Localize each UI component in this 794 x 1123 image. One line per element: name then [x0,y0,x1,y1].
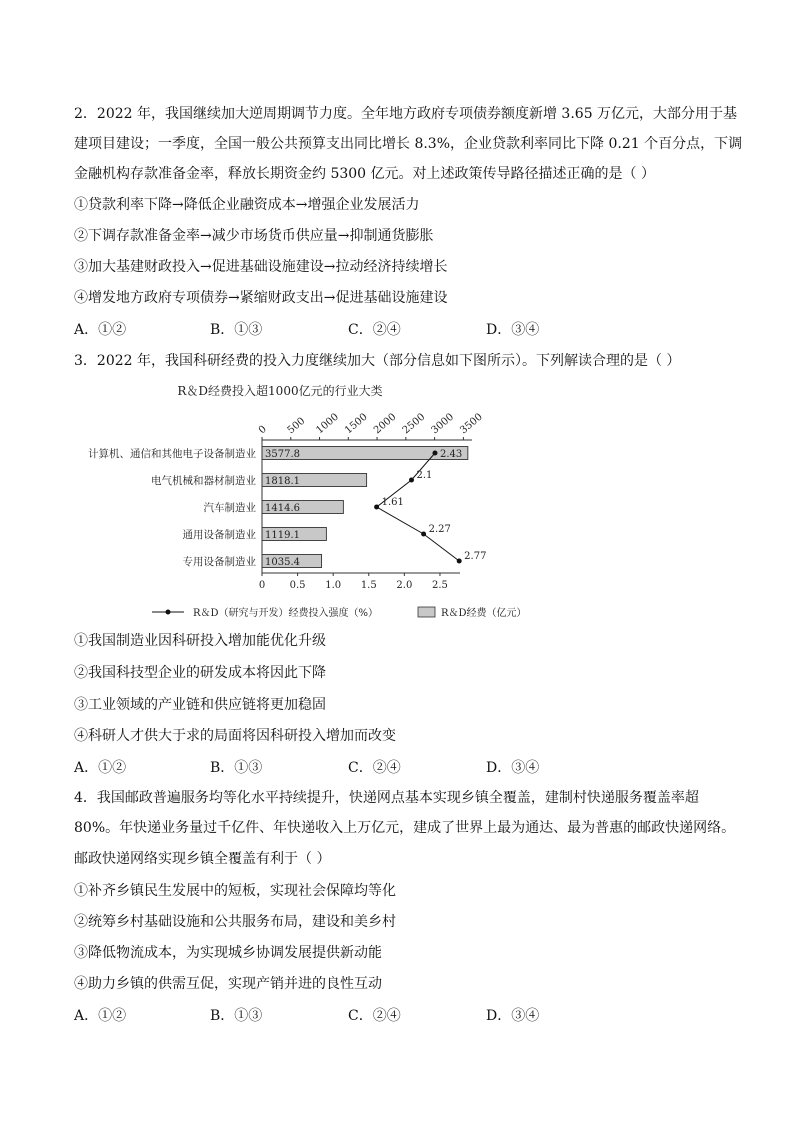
q2-item-1: ①贷款利率下降→降低企业融资成本→增强企业发展活力 [74,197,420,213]
q3-item-4: ④科研人才供大于求的局面将因科研投入增加而改变 [74,728,396,744]
category-label: 电气机械和器材制造业 [151,475,256,487]
intensity-point [421,532,426,537]
q4-option-b[interactable]: B．①③ [210,1008,263,1024]
bar-value-label: 1818.1 [265,476,300,487]
q2-item-3: ③加大基建财政投入→促进基础设施建设→拉动经济持续增长 [74,259,448,275]
q4-option-d[interactable]: D．③④ [486,1008,540,1024]
intensity-value-label: 1.61 [381,497,404,508]
bottom-axis-tick-label: 2.5 [432,580,448,591]
category-label: 计算机、通信和其他电子设备制造业 [88,448,256,460]
legend-line-dot [166,610,171,615]
q4-item-1: ①补齐乡镇民生发展中的短板，实现社会保障均等化 [74,883,396,899]
q3-item-1: ①我国制造业因科研投入增加能优化升级 [74,633,326,649]
q3-item-3: ③工业领域的产业链和供应链将更加稳固 [74,697,326,713]
bottom-axis-tick-label: 1.0 [325,580,342,591]
intensity-point [457,559,462,564]
rd-chart [60,378,560,628]
top-axis-tick-label: 2000 [371,411,399,437]
q2-option-a[interactable]: A．①② [74,322,127,338]
q2-options [74,320,714,340]
q4-item-2: ②统筹乡村基础设施和公共服务布局，建设和美乡村 [74,914,396,930]
q3-option-d[interactable]: D．③④ [486,760,540,776]
bar-value-label: 3577.8 [265,449,300,460]
category-label: 专用设备制造业 [182,556,256,568]
q2-item-4: ④增发地方政府专项债券→紧缩财政支出→促进基础设施建设 [74,290,448,306]
category-label: 通用设备制造业 [182,529,256,541]
q2-stem-line-2: 建项目建设；一季度，全国一般公共预算支出同比增长 8.3%，企业贷款利率同比下降 0.21 个百分点，下调 [74,136,743,152]
intensity-value-label: 2.1 [416,470,433,481]
legend-bar-swatch [418,607,435,617]
rd-chart-svg [60,378,560,628]
top-axis-tick-label: 0 [256,423,269,437]
q3-item-2: ②我国科技型企业的研发成本将因此下降 [74,665,326,681]
q2-item-2: ②下调存款准备金率→减少市场货币供应量→抑制通货膨胀 [74,228,434,244]
top-axis-tick-label: 3500 [458,411,485,437]
q4-option-a[interactable]: A．①② [74,1008,127,1024]
intensity-point [432,451,437,456]
q3-option-b[interactable]: B．①③ [210,760,263,776]
q3-option-a[interactable]: A．①② [74,760,127,776]
top-axis-tick-label: 1000 [314,411,341,437]
top-axis-tick-label: 2500 [400,411,428,437]
q2-option-b[interactable]: B．①③ [210,322,263,338]
q4-stem-line-1: 4．我国邮政普遍服务均等化水平持续提升，快递网点基本实现乡镇全覆盖，建制村快递服务覆盖率超 [74,790,699,806]
intensity-value-label: 2.77 [464,551,487,562]
q4-options [74,1006,714,1026]
intensity-value-label: 2.43 [439,449,463,460]
q2-option-d[interactable]: D．③④ [486,322,540,338]
q4-item-4: ④助力乡镇的供需互促，实现产销并进的良性互动 [74,976,382,992]
q4-item-3: ③降低物流成本，为实现城乡协调发展提供新动能 [74,945,382,961]
bottom-axis-tick-label: 2.0 [396,580,413,591]
bottom-axis-tick-label: 1.5 [360,580,377,591]
bar-value-label: 1414.6 [265,503,300,514]
q3-option-c[interactable]: C．②④ [348,760,401,776]
q3-options [74,758,714,778]
top-axis-tick-label: 3000 [429,411,457,437]
intensity-value-label: 2.27 [428,524,451,535]
bottom-axis-tick-label: 0.5 [289,580,306,591]
chart-title: R＆D经费投入超1000亿元的行业大类 [177,384,383,398]
q4-stem-line-3: 邮政快递网络实现乡镇全覆盖有利于（ ） [74,851,331,867]
legend-line-label: R＆D（研究与开发）经费投入强度（%） [193,608,379,619]
q4-stem-line-2: 80%。年快递业务量过千亿件、年快递收入上万亿元，建成了世界上最为通达、最为普惠的邮政快递网络。 [74,820,736,836]
bar-value-label: 1035.4 [265,557,300,568]
q4-option-c[interactable]: C．②④ [348,1008,401,1024]
legend-bar-label: R＆D经费（亿元） [441,608,527,619]
bar-value-label: 1119.1 [265,530,300,541]
q2-option-c[interactable]: C．②④ [348,322,401,338]
category-label: 汽车制造业 [203,502,256,514]
q2-stem-line-3: 金融机构存款准备金率，释放长期资金约 5300 亿元。对上述政策传导路径描述正确的是（ ） [74,166,655,182]
top-axis-tick-label: 500 [285,415,308,437]
intensity-point [409,478,414,483]
q3-stem: 3．2022 年，我国科研经费的投入力度继续加大（部分信息如下图所示）。下列解读合理的是（ ） [74,353,681,369]
top-axis-tick-label: 1500 [343,411,370,437]
intensity-point [374,505,379,510]
bottom-axis-tick-label: 0 [258,580,266,591]
q2-stem-line-1: 2．2022 年，我国继续加大逆周期调节力度。全年地方政府专项债券额度新增 3.65 万亿元，大部分用于基 [74,106,738,122]
